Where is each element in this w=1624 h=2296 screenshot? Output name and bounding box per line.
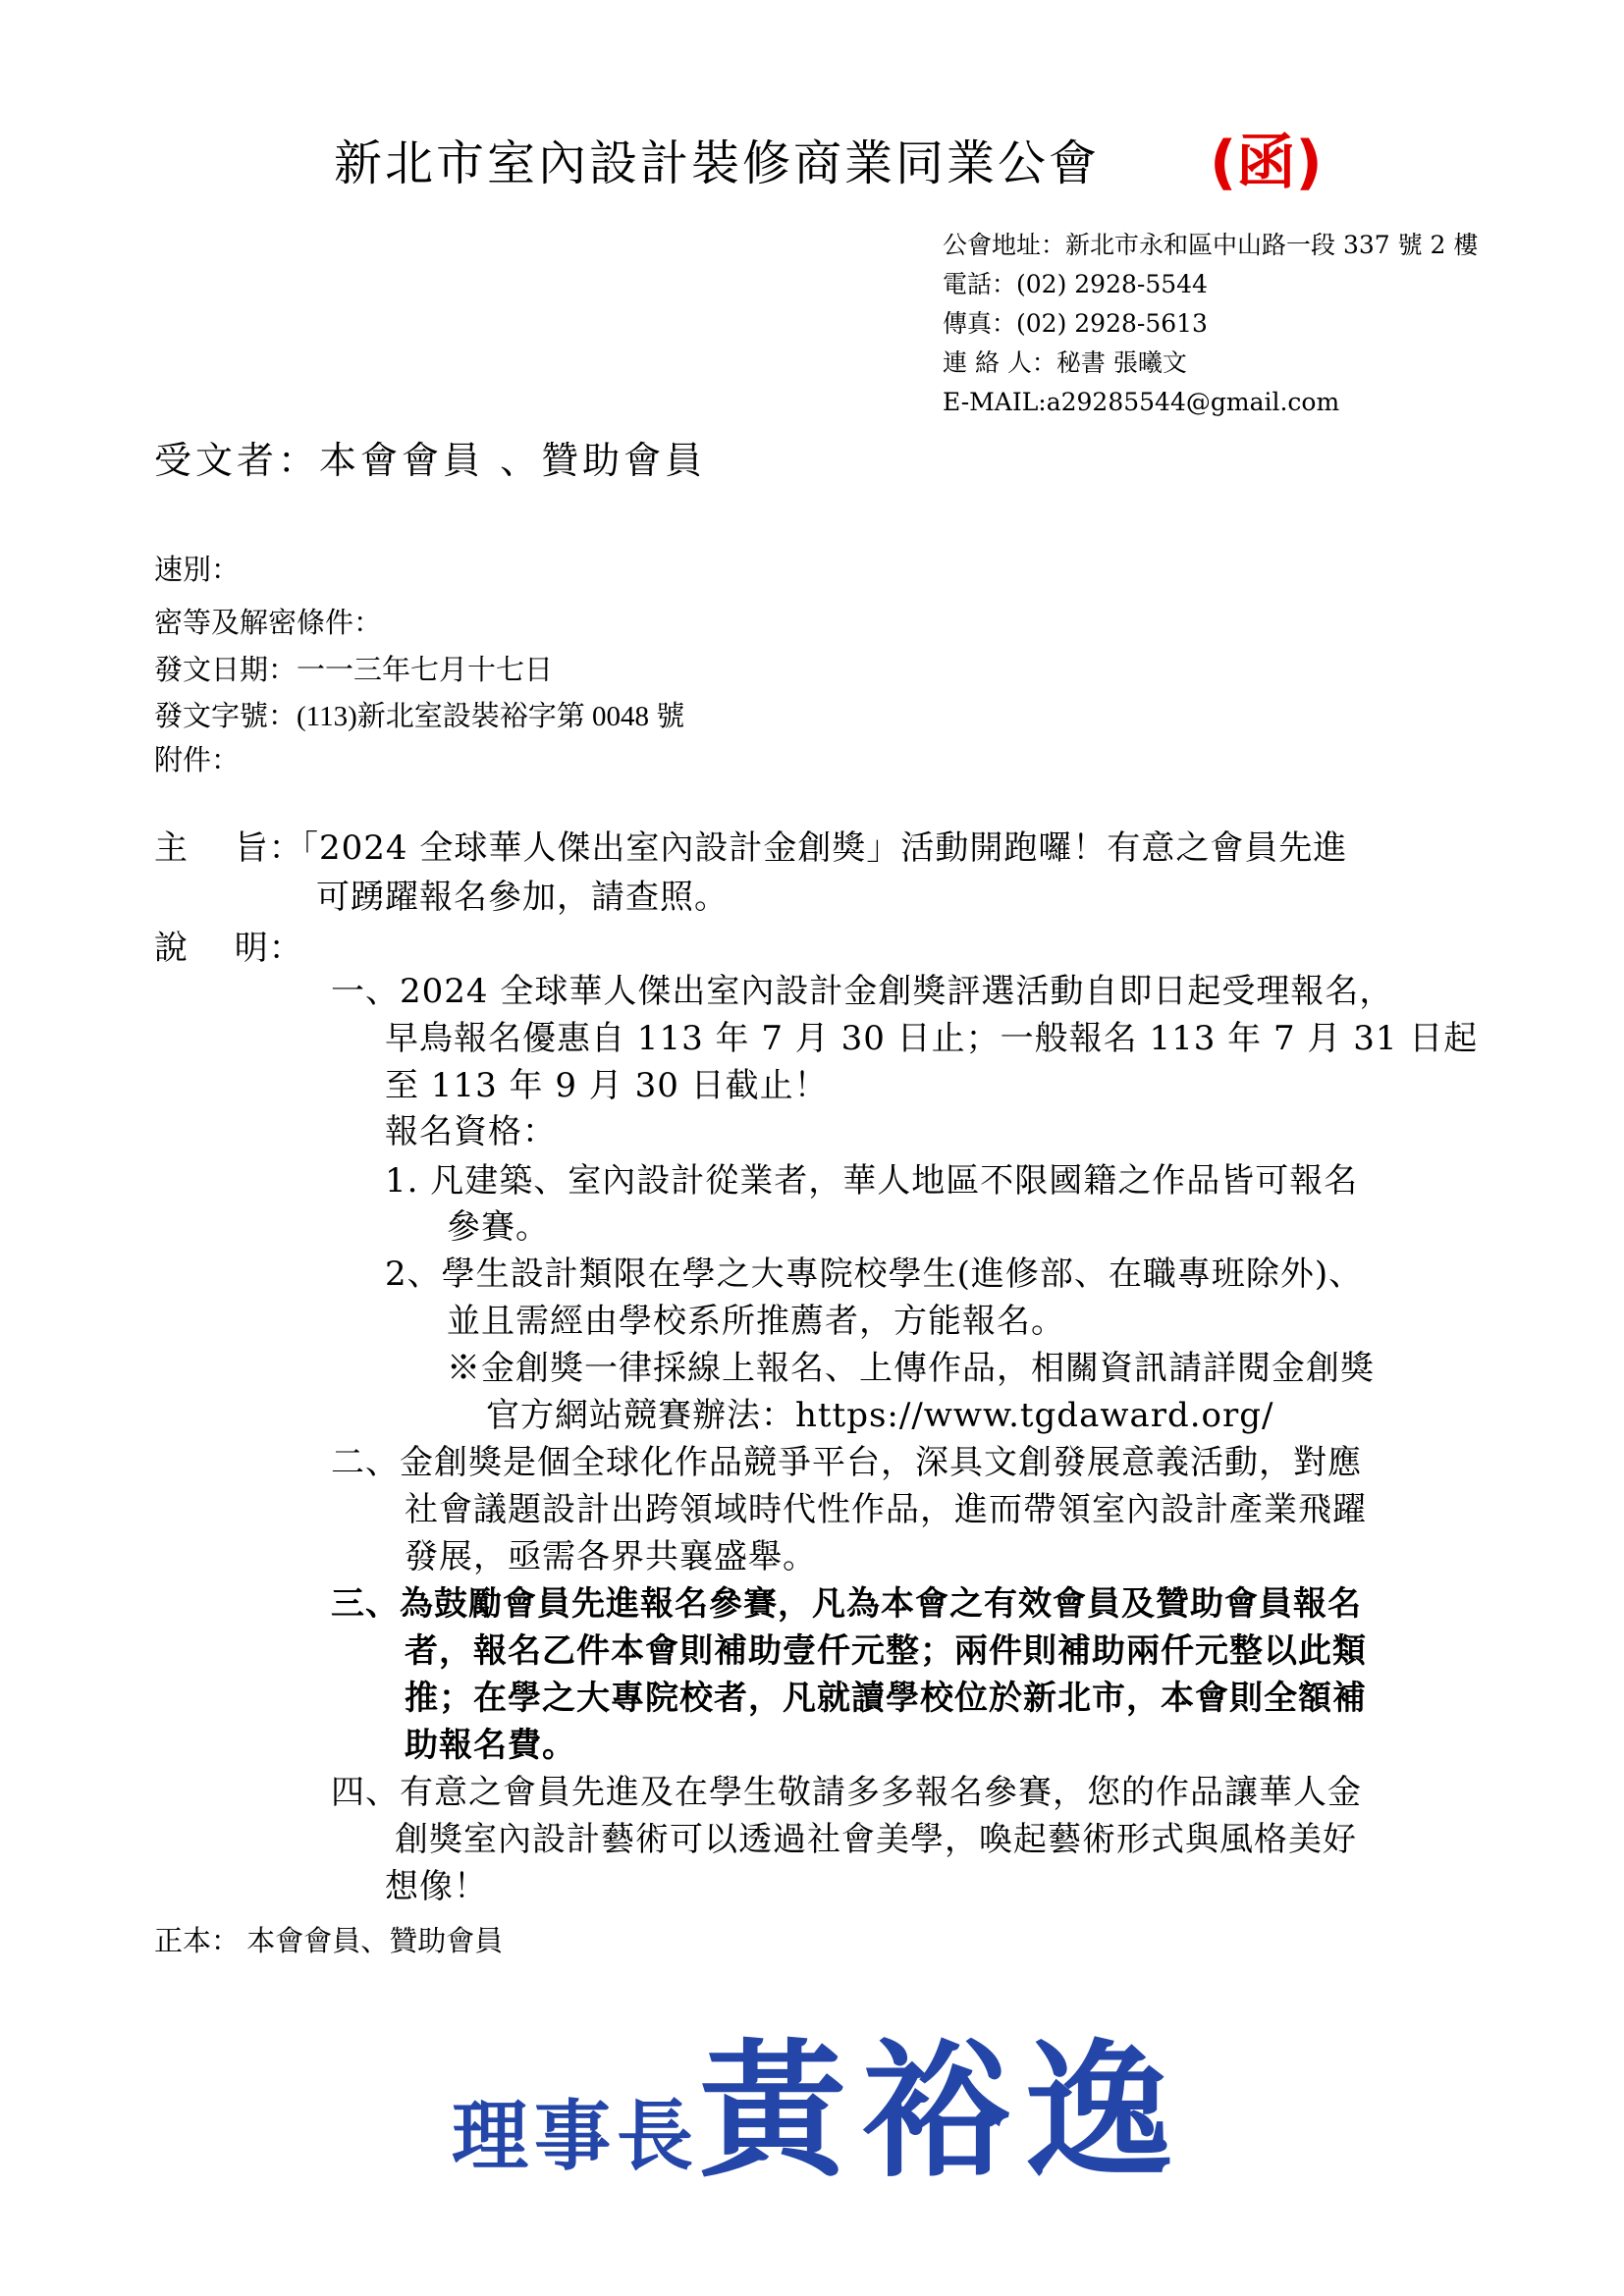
speed-field: 速別： xyxy=(154,555,241,586)
eligibility-item-2-line-2: 並且需經由學校系所推薦者，方能報名。 xyxy=(447,1302,1065,1341)
item1-line-3: 至 113 年 9 月 30 日截止！ xyxy=(385,1066,829,1105)
contact-fax: 傳真：(02) 2928-5613 xyxy=(943,309,1208,338)
subject-line-1: 「2024 全球華人傑出室內設計金創獎」活動開跑囉！有意之會員先進 xyxy=(285,828,1348,868)
item3-line-3: 推；在學之大專院校者，凡就讀學校位於新北市，本會則全額補 xyxy=(405,1679,1367,1718)
contact-person: 連 絡 人：秘書 張曦文 xyxy=(943,348,1187,377)
copies-line: 正本： 本會會員、贊助會員 xyxy=(154,1926,504,1957)
recipient-line: 受文者：本會會員 、贊助會員 xyxy=(154,439,707,482)
subject-line-2: 可踴躍報名參加，請查照。 xyxy=(316,878,729,917)
item4-line-2: 創獎室內設計藝術可以透過社會美學，喚起藝術形式與風格美好 xyxy=(395,1820,1357,1859)
note-line-2: 官方網站競賽辦法：https://www.tgdaward.org/ xyxy=(486,1396,1274,1435)
attachment-field: 附件： xyxy=(154,745,241,776)
contact-block xyxy=(943,226,1478,422)
eligibility-label: 報名資格： xyxy=(385,1112,557,1151)
subject-label: 主 旨： xyxy=(154,828,303,868)
item2-line-3: 發展，亟需各界共襄盛舉。 xyxy=(405,1537,817,1576)
chairman-name: 黃裕逸 xyxy=(699,2025,1189,2198)
item4-line-1: 四、有意之會員先進及在學生敬請多多報名參賽，您的作品讓華人金 xyxy=(331,1773,1362,1812)
item3-line-2: 者，報名乙件本會則補助壹仟元整；兩件則補助兩仟元整以此類 xyxy=(405,1631,1367,1671)
eligibility-item-1-line-1: 1. 凡建築、室內設計從業者，華人地區不限國籍之作品皆可報名 xyxy=(385,1161,1359,1201)
item2-line-1: 二、金創獎是個全球化作品競爭平台，深具文創發展意義活動，對應 xyxy=(331,1443,1362,1482)
secrecy-field: 密等及解密條件： xyxy=(154,608,383,639)
chairman-title: 理事長 xyxy=(452,2092,700,2181)
issue-date-field: 發文日期：一一三年七月十七日 xyxy=(154,655,554,686)
item3-line-4: 助報名費。 xyxy=(405,1726,576,1765)
item2-line-2: 社會議題設計出跨領域時代性作品，進而帶領室內設計產業飛躍 xyxy=(405,1490,1367,1529)
explanation-label: 說 明： xyxy=(154,929,303,968)
chairman-signature-stamp xyxy=(452,1993,1188,2205)
document-number-field: 發文字號：(113)新北室設裝裕字第 0048 號 xyxy=(154,701,685,732)
item1-line-2: 早鳥報名優惠自 113 年 7 月 30 日止；一般報名 113 年 7 月 31 日起 xyxy=(385,1019,1479,1058)
item3-line-1: 三、為鼓勵會員先進報名參賽，凡為本會之有效會員及贊助會員報名 xyxy=(331,1584,1362,1624)
contact-phone: 電話：(02) 2928-5544 xyxy=(943,270,1208,298)
doc-type-label: (函) xyxy=(1210,129,1323,197)
item4-line-3: 想像！ xyxy=(385,1867,488,1906)
note-line-1: ※金創獎一律採線上報名、上傳作品，相關資訊請詳閱金創獎 xyxy=(447,1349,1375,1388)
contact-address: 公會地址：新北市永和區中山路一段 337 號 2 樓 xyxy=(943,231,1479,259)
eligibility-item-2-line-1: 2、學生設計類限在學之大專院校學生(進修部、在職專班除外)、 xyxy=(385,1255,1364,1294)
item1-line-1: 一、2024 全球華人傑出室內設計金創獎評選活動自即日起受理報名， xyxy=(331,972,1394,1011)
contact-email: E-MAIL:a29285544@gmail.com xyxy=(943,388,1340,416)
org-title: 新北市室內設計裝修商業同業公會 xyxy=(334,135,1101,191)
eligibility-item-1-line-2: 參賽。 xyxy=(447,1207,550,1247)
